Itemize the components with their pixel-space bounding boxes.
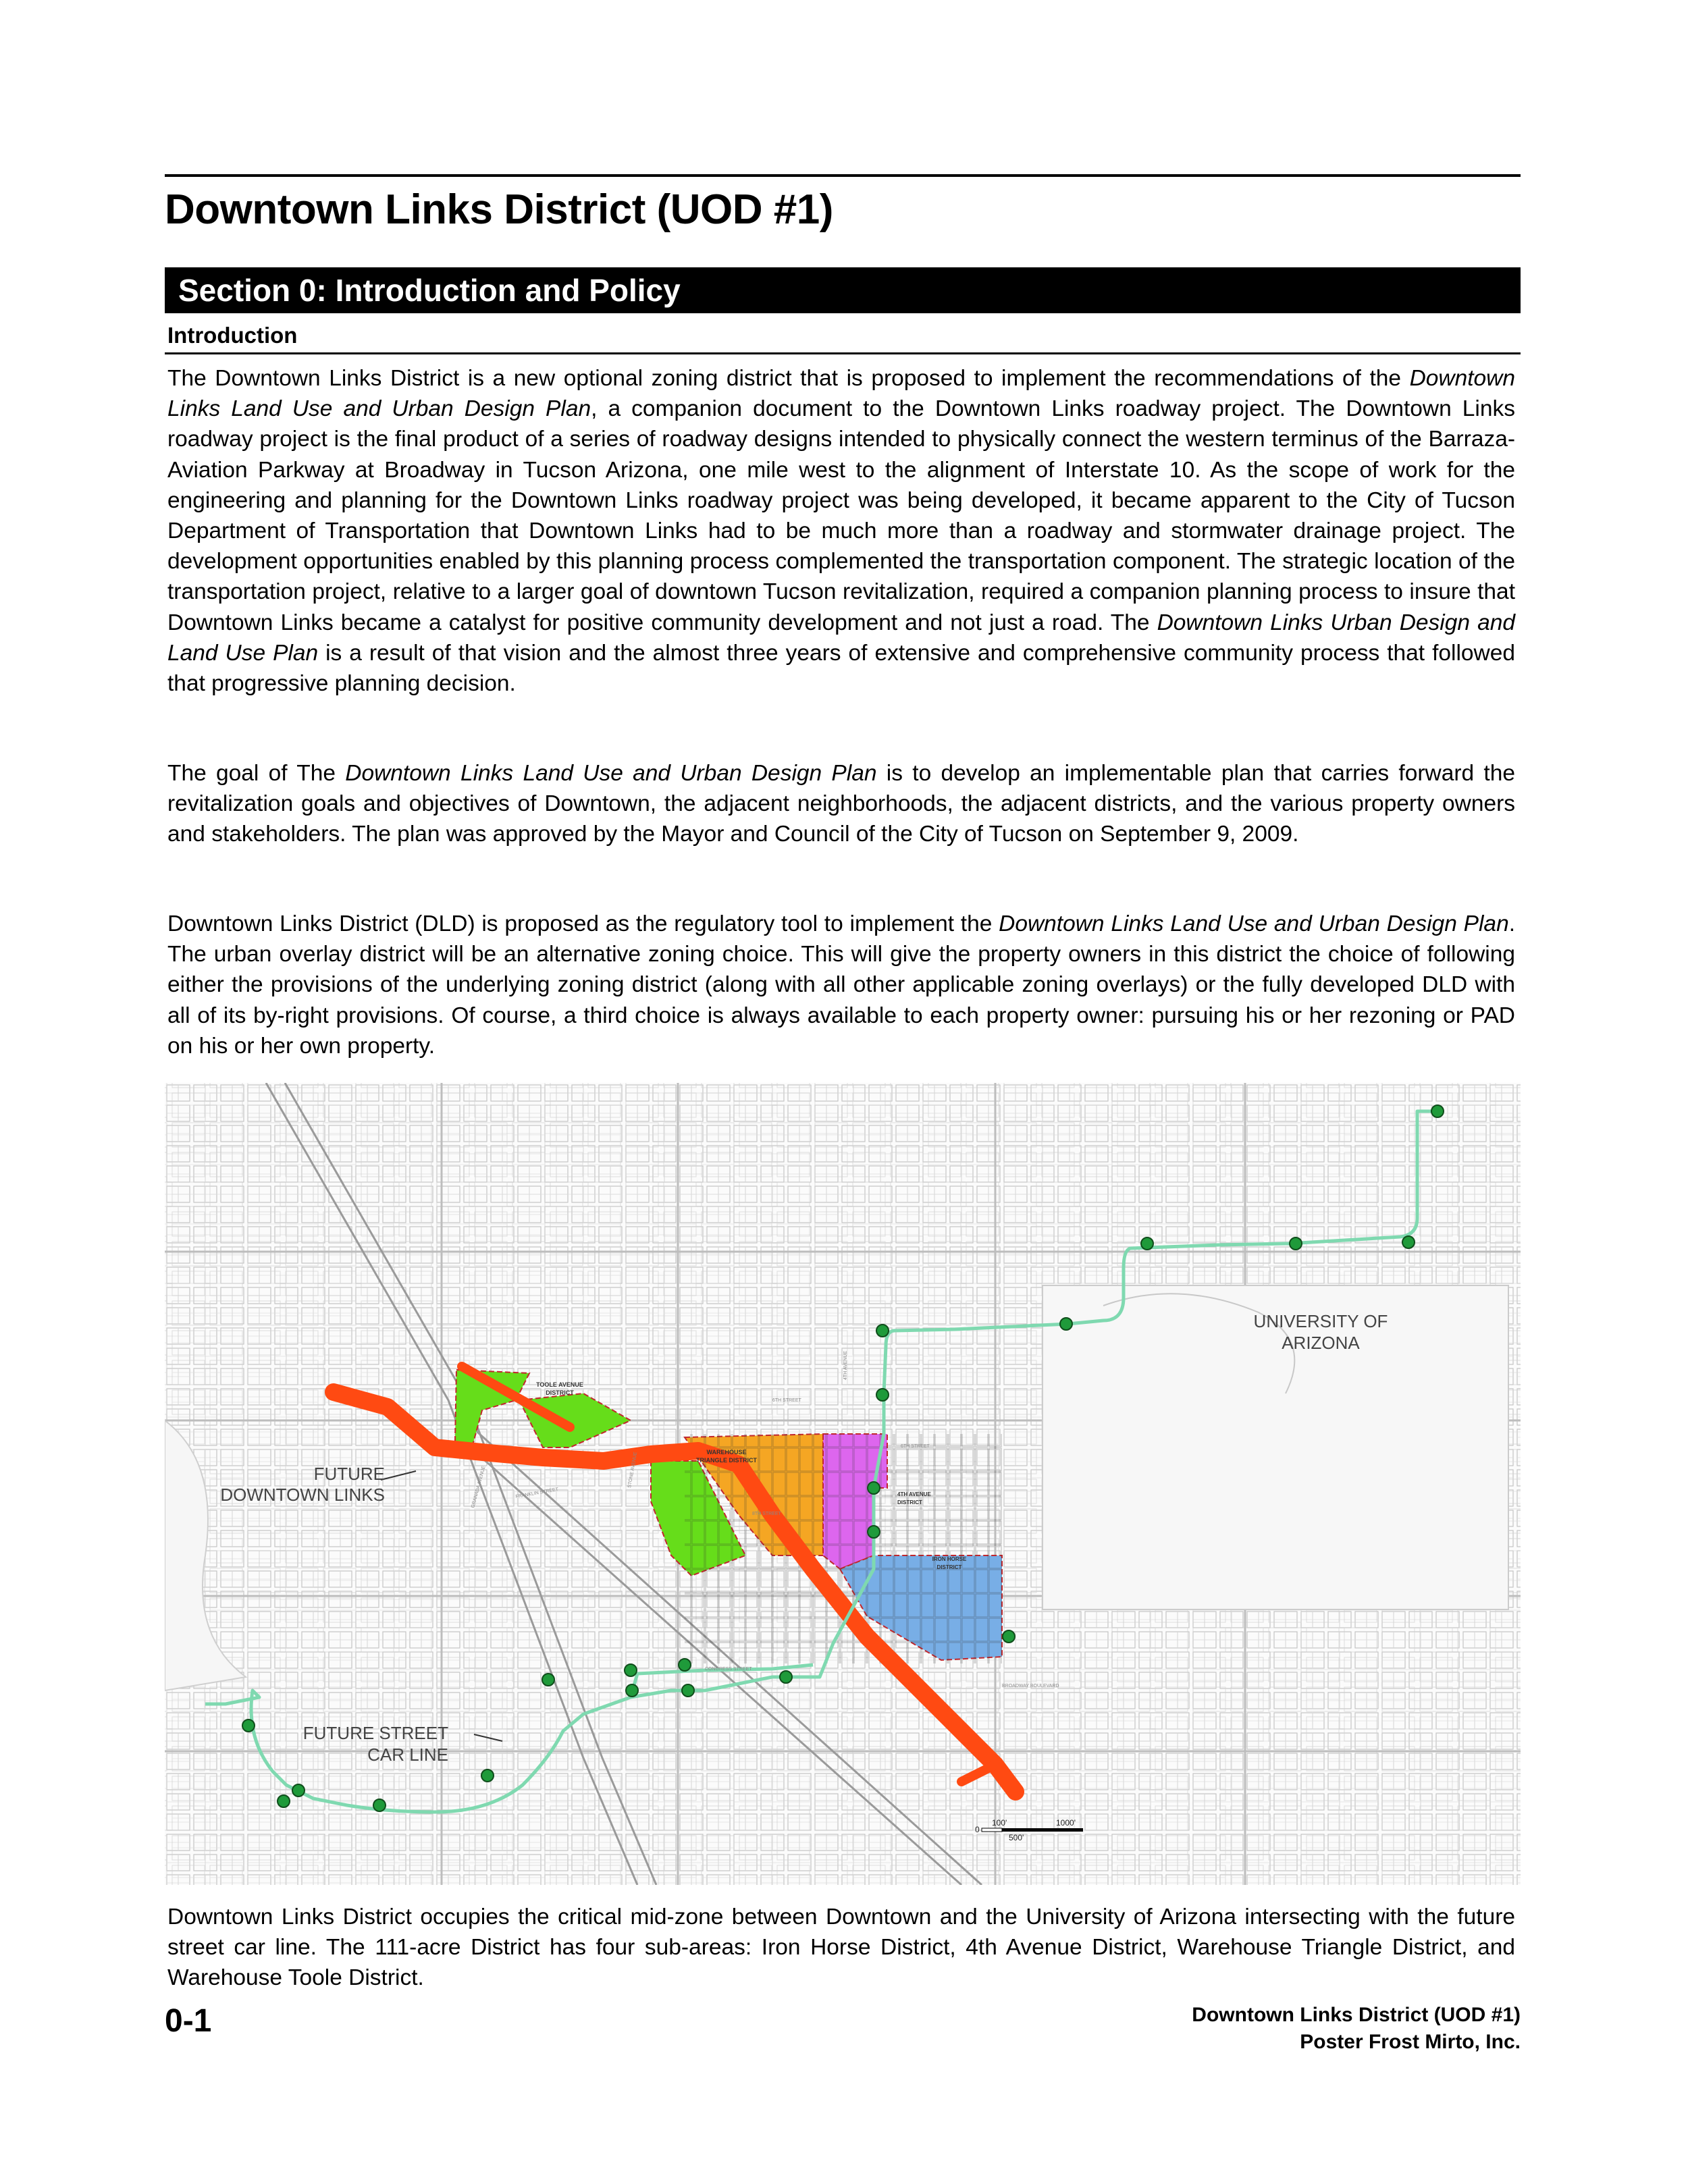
label-franklin: FRANKLIN STREET (515, 1487, 559, 1499)
streetcar-stop (481, 1769, 494, 1782)
streetcar-stop (868, 1526, 880, 1538)
streetcar-stop (1003, 1630, 1015, 1643)
label-granada: GRANADA AVENUE (471, 1465, 487, 1509)
label-ironhorse-1: IRON HORSE (932, 1556, 967, 1562)
label-streetcar-2: CAR LINE (367, 1744, 448, 1765)
streetcar-stop (679, 1659, 691, 1671)
label-6th-street-west: 6TH STREET (772, 1398, 801, 1403)
scale-label-500: 500' (1009, 1833, 1024, 1842)
label-8th-street: 8TH STREET (752, 1512, 781, 1516)
label-toole-2: DISTRICT (546, 1389, 574, 1396)
label-future-links-2: DOWNTOWN LINKS (220, 1485, 385, 1505)
scale-label-100: 100' (992, 1818, 1007, 1828)
label-broadway: BROADWAY BOULEVARD (1002, 1684, 1059, 1688)
label-congress: CONGRESS STREET (705, 1667, 752, 1672)
subheading-introduction: Introduction (167, 323, 298, 348)
label-future-links-1: FUTURE (313, 1464, 385, 1484)
label-streetcar-1: FUTURE STREET (302, 1723, 448, 1743)
document-title: Downtown Links District (UOD #1) (165, 186, 833, 233)
page-number: 0-1 (165, 2003, 212, 2039)
streetcar-stop (278, 1795, 290, 1807)
streetcar-stop (1431, 1105, 1444, 1117)
label-stone-ave: STONE AVENUE (627, 1451, 639, 1489)
streetcar-stop (682, 1684, 694, 1697)
district-map (165, 1083, 1521, 1885)
streetcar-stop (1141, 1237, 1153, 1250)
label-university-2: ARIZONA (1282, 1333, 1360, 1353)
section-header-bar (165, 267, 1521, 313)
streetcar-stop (1290, 1237, 1302, 1250)
streetcar-stop (242, 1720, 255, 1732)
label-warehouse-1: WAREHOUSE (706, 1449, 747, 1456)
label-fourth-1: 4TH AVENUE (897, 1491, 931, 1497)
paragraph-map-caption: Downtown Links District occupies the critical mid-zone between Downtown and the University of Arizona intersecting with the future street car line. The 111-acre District has four sub-areas: Iron Horse District, 4th Avenue District, Warehouse Triangle District, and Warehouse Toole District. (167, 1905, 1515, 1991)
title-rule (165, 174, 1521, 177)
footer-document-title: Downtown Links District (UOD #1) (1192, 2004, 1521, 2026)
streetcar-stop (876, 1389, 889, 1401)
streetcar-stop (542, 1674, 554, 1686)
streetcar-stop (626, 1684, 638, 1697)
section-title: Section 0: Introduction and Policy (178, 273, 681, 308)
streetcar-stop (373, 1799, 386, 1811)
label-toole-1: TOOLE AVENUE (536, 1381, 583, 1388)
label-fourth-2: DISTRICT (897, 1499, 922, 1506)
subheading-rule (165, 352, 1521, 354)
streetcar-stop (868, 1482, 880, 1494)
streetcar-stop (780, 1671, 792, 1683)
scale-label-0: 0 (975, 1825, 980, 1834)
label-warehouse-2: TRIANGLE DISTRICT (696, 1457, 757, 1464)
paragraph-3: Downtown Links District (DLD) is proposed as the regulatory tool to implement the Downtown Links Land Use and Urban Design Plan. The urban overlay district will be an alternative zoning choice. This will give the property owners in this district the choice of following either the provisions of the underlying zoning district (along with all other applicable zoning overlays) or the fully developed DLD with all of its by-right provisions. Of course, a third choice is always available to each property owner: pursuing his or her rezoning or PAD on his or her own property. (167, 911, 1516, 1059)
streetcar-stop (625, 1664, 637, 1676)
paragraph-1: The Downtown Links District is a new optional zoning district that is proposed to implement the recommendations of the Downtown Links Land Use and Urban Design Plan, a companion document to the Downtown Links roadway project. The Downtown Links roadway project is the final product of a series of roadway designs intended to physically connect the western terminus of the Barraza-Aviation Parkway at Broadway in Tucson Arizona, one mile west to the alignment of Interstate 10. As the scope of work for the engineering and planning for the Downtown Links roadway project was being developed, it became apparent to the City of Tucson Department of Transportation that Downtown Links had to be much more than a roadway and stormwater drainage project. The development opportunities enabled by this planning process complemented the transportation component. The strategic location of the transportation project, relative to a larger goal of downtown Tucson revitalization, required a companion planning process to insure that Downtown Links became a catalyst for positive community development and not just a road. The Downtown Links Urban Design and Land Use Plan is a result of that vision and the almost three years of extensive and comprehensive community process that followed that progressive planning decision. (167, 366, 1515, 697)
footer-firm-name: Poster Frost Mirto, Inc. (1300, 2031, 1521, 2053)
streetcar-stop (1402, 1236, 1415, 1248)
streetcar-stop (292, 1784, 305, 1796)
label-4th-ave: 4TH AVENUE (843, 1350, 848, 1380)
streetcar-stop (1060, 1318, 1072, 1330)
label-ironhorse-2: DISTRICT (937, 1564, 962, 1570)
label-university-1: UNIVERSITY OF (1253, 1311, 1388, 1331)
streetcar-stop (876, 1325, 889, 1337)
label-6th-street-east: 6TH STREET (901, 1444, 930, 1449)
scale-label-1000: 1000' (1056, 1818, 1076, 1828)
paragraph-2: The goal of The Downtown Links Land Use and Urban Design Plan is to develop an implementable plan that carries forward the revitalization goals and objectives of Downtown, the adjacent neighborhoods, the adjacent districts, and the various property owners and stakeholders. The plan was approved by the Mayor and Council of the City of Tucson on September 9, 2009. (167, 761, 1515, 847)
